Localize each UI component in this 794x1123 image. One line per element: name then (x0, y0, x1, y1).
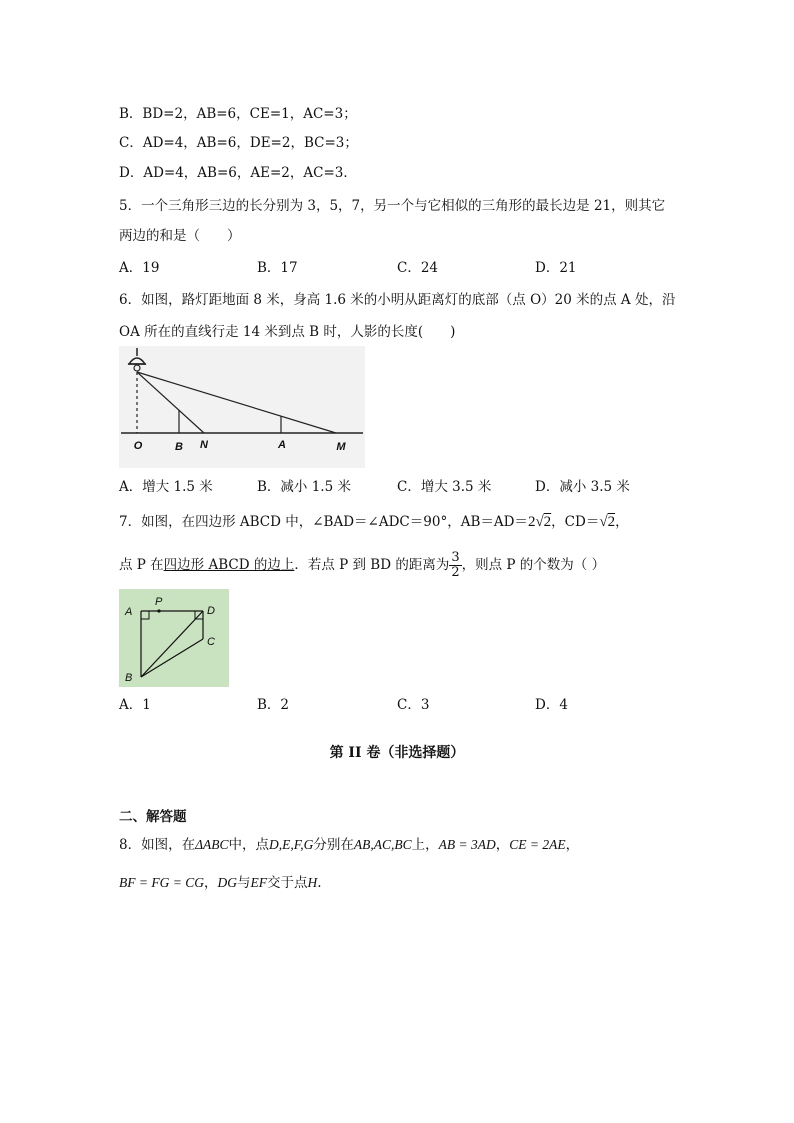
label-a: A (125, 606, 133, 618)
label-b: B (175, 441, 183, 453)
label-a: A (278, 439, 286, 451)
point-p (157, 609, 160, 612)
label-n: N (200, 439, 208, 451)
q5-option-b: B．17 (257, 260, 298, 276)
section-heading-answers: 二、解答题 (119, 809, 187, 825)
q7-stem-line2: 点 P 在四边形 ABCD 的边上．若点 P 到 BD 的距离为 $\frac{3}{2}$ ，则点 P 的个数为（ ） (119, 550, 606, 580)
ab-length: 2√2 (527, 514, 552, 530)
q8-stem-line1: 8．如图，在ΔABC中，点D,E,F,G分别在AB,AC,BC上，AB = 3AD，CE = 2AE， (119, 837, 580, 853)
q5-stem-line1: 5．一个三角形三边的长分别为 3，5，7，另一个与它相似的三角形的最长边是 21，则其它 (119, 198, 666, 214)
q4-option-b: B．BD=2，AB=6，CE=1，AC=3； (119, 106, 357, 122)
label-c: C (207, 636, 215, 648)
q5-stem-line2: 两边的和是（ ） (119, 228, 241, 244)
q6-figure (119, 346, 365, 468)
label-d: D (207, 605, 215, 617)
distance-fraction: $\frac{3}{2}$ (451, 550, 460, 580)
q4-option-d: D．AD=4，AB=6，AE=2，AC=3． (119, 165, 357, 181)
q7-option-b: B．2 (257, 697, 290, 713)
q6-option-a: A．增大 1.5 米 (119, 479, 213, 495)
q6-option-b: B．减小 1.5 米 (257, 479, 351, 495)
q7-option-c: C．3 (397, 697, 430, 713)
label-b: B (125, 672, 133, 684)
q7-option-d: D．4 (535, 697, 568, 713)
part-two-title: 第 II 卷（非选择题） (329, 745, 465, 761)
label-o: O (133, 440, 143, 452)
q8-stem-line2: BF = FG = CG，DG与EF交于点H. (119, 875, 322, 891)
q7-option-a: A．1 (119, 697, 151, 713)
q6-stem-line2: OA 所在的直线行走 14 米到点 B 时，人影的长度( ) (119, 324, 456, 340)
q6-stem-line1: 6．如图，路灯距地面 8 米，身高 1.6 米的小明从距离灯的底部（点 O）20 米的点 A 处，沿 (119, 292, 676, 308)
label-p: P (155, 596, 163, 608)
q5-option-c: C．24 (397, 260, 439, 276)
q6-figure-background (119, 346, 365, 468)
q5-option-d: D．21 (535, 260, 577, 276)
q7-stem-line1: 7．如图，在四边形 ABCD 中，∠BAD＝∠ADC＝90°，AB＝AD＝2√2，CD＝√2， (119, 514, 629, 530)
q7-figure (119, 589, 229, 687)
q4-option-c: C．AD=4，AB=6，DE=2，BC=3； (119, 135, 358, 151)
q6-option-c: C．增大 3.5 米 (397, 479, 492, 495)
cd-length: √2 (599, 514, 616, 530)
q6-option-d: D．减小 3.5 米 (535, 479, 630, 495)
label-m: M (336, 441, 346, 453)
q5-option-a: A．19 (119, 260, 160, 276)
